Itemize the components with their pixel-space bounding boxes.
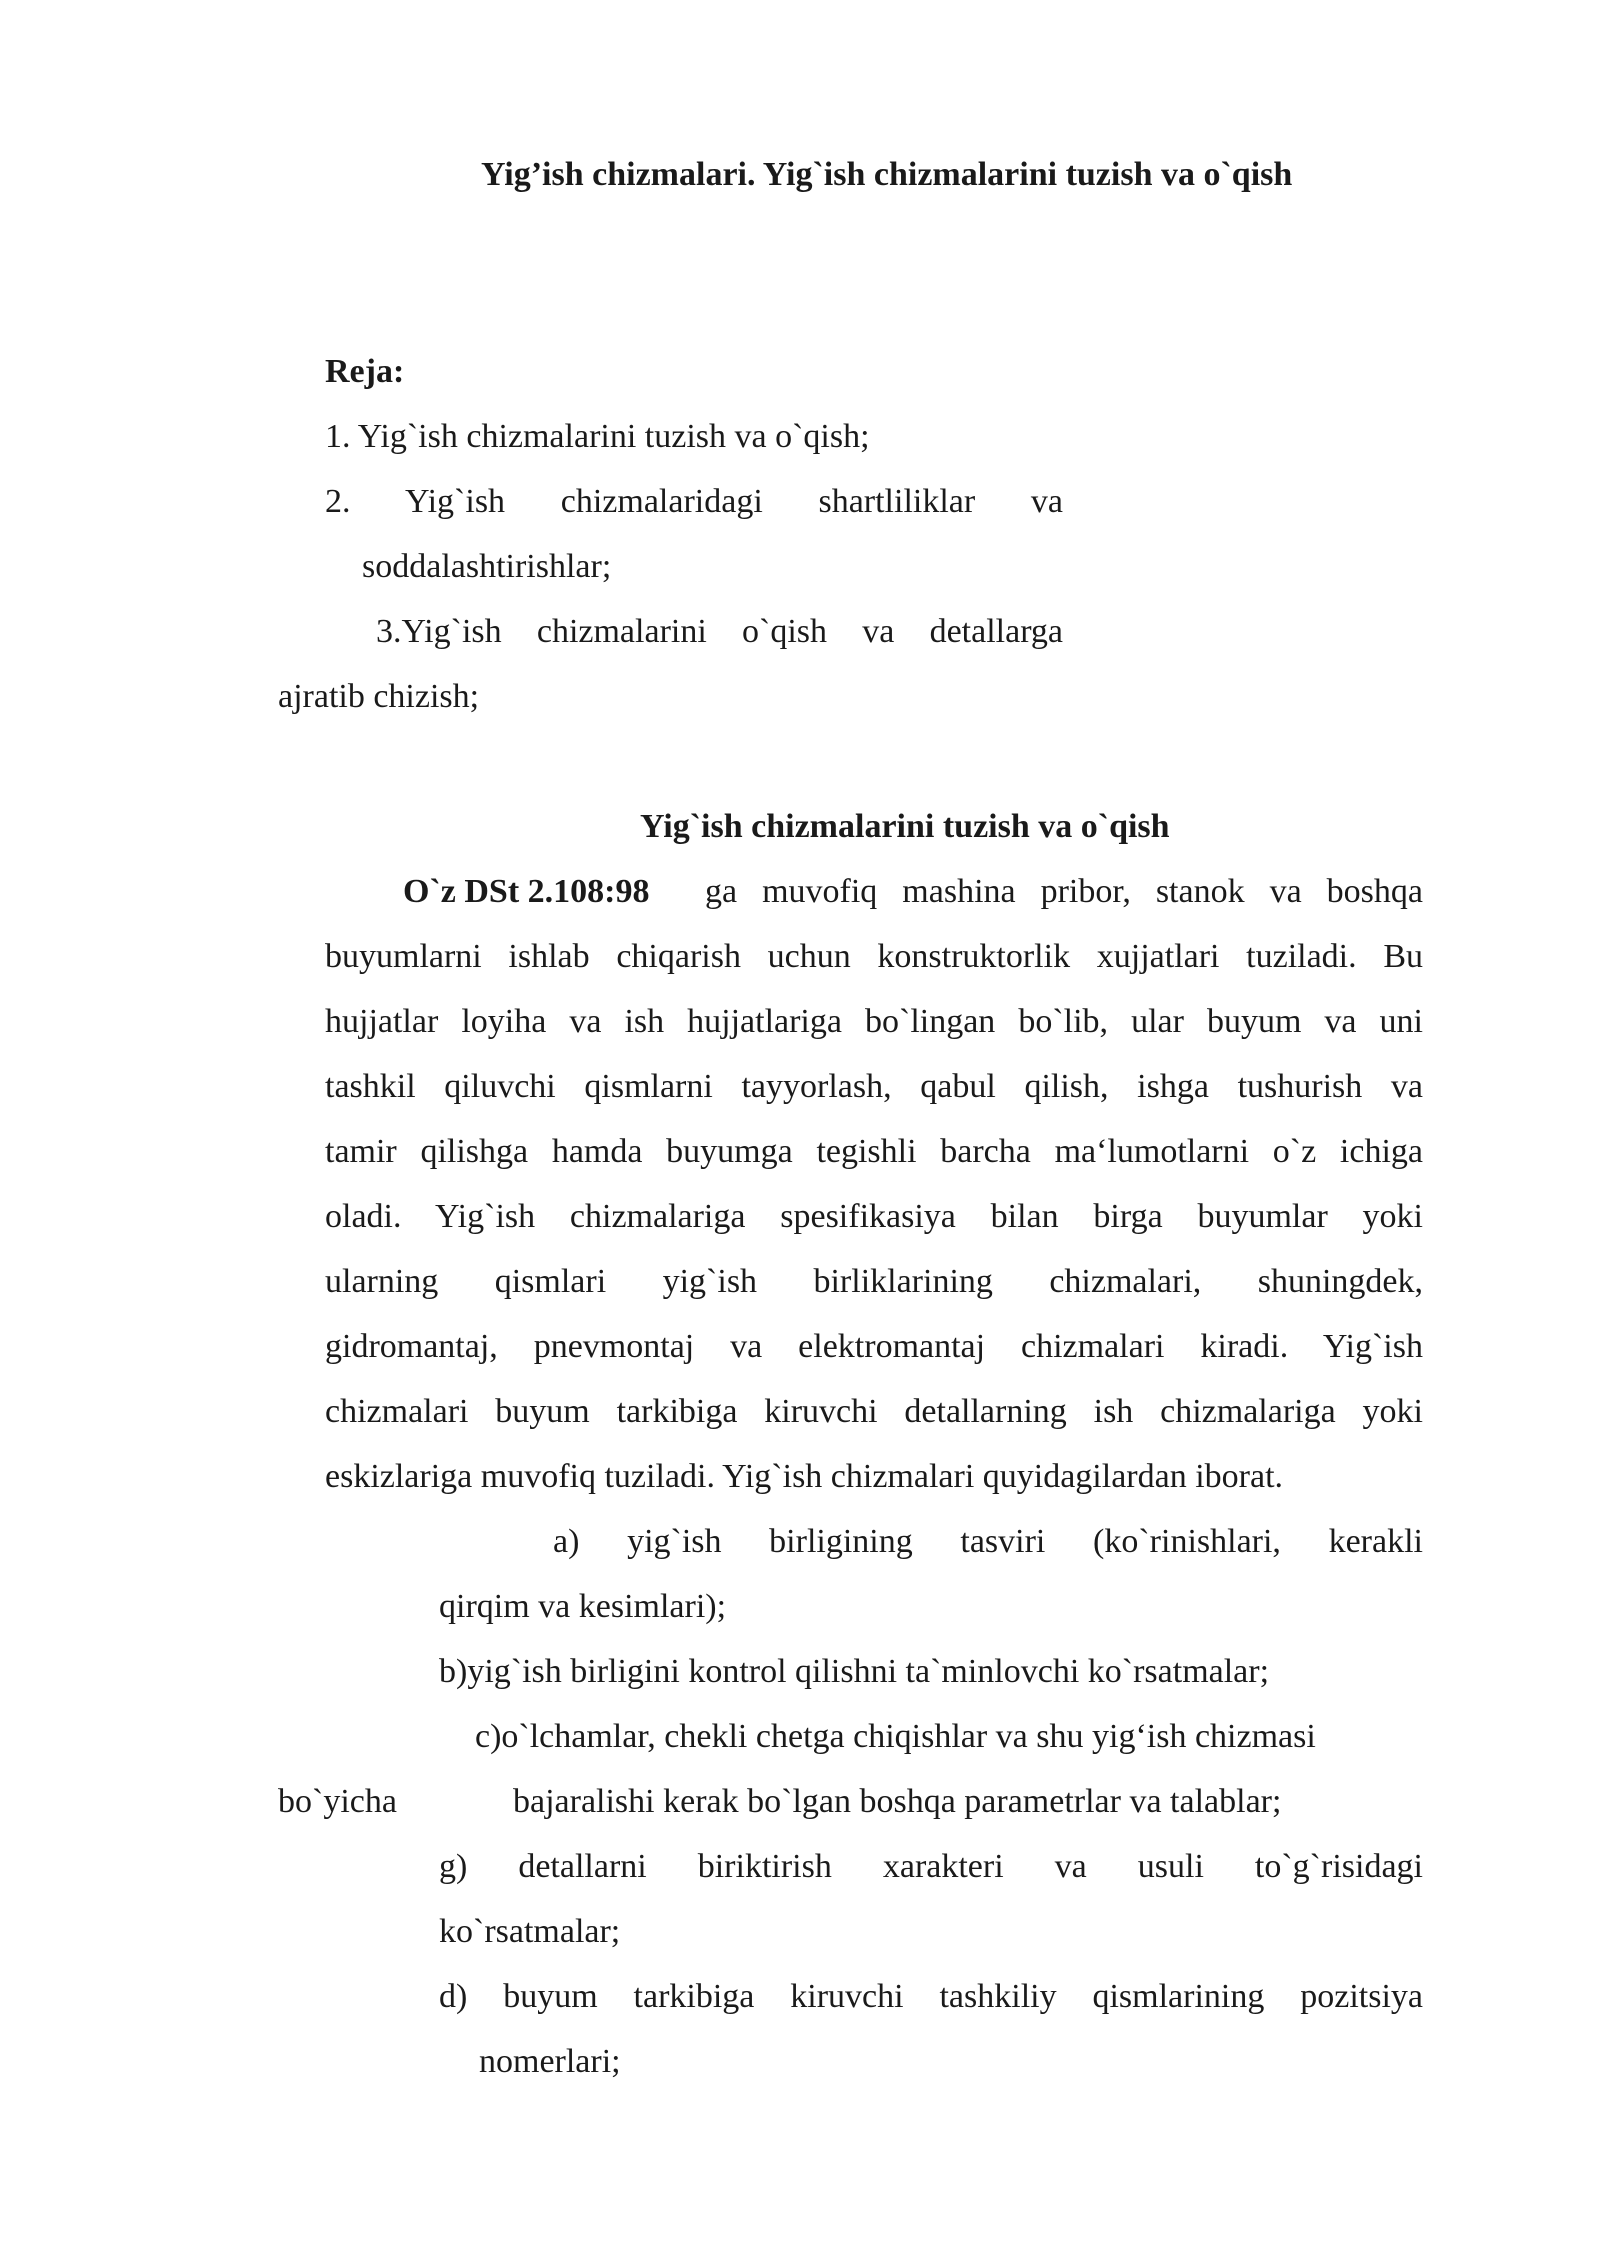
plan-item-3-cont: ajratib chizish; <box>278 678 480 715</box>
list-item-d: d) buyum tarkibiga kiruvchi tashkiliy qismlarining pozitsiya <box>439 1978 1423 2015</box>
list-item-c: c)o`lchamlar, chekli chetga chiqishlar va shu yig‘ish chizmasi <box>475 1718 1316 1755</box>
plan-item-3: 3.Yig`ish chizmalarini o`qish va detallarga <box>376 613 1063 650</box>
paragraph-line: hujjatlar loyiha va ish hujjatlariga bo`lingan bo`lib, ular buyum va uni <box>325 1003 1423 1040</box>
paragraph-line: chizmalari buyum tarkibiga kiruvchi detallarning ish chizmalariga yoki <box>325 1393 1423 1430</box>
list-item-c-cont-left: bo`yicha <box>278 1783 397 1820</box>
paragraph-line: gidromantaj, pnevmontaj va elektromantaj chizmalari kiradi. Yig`ish <box>325 1328 1423 1365</box>
section-title: Yig`ish chizmalarini tuzish va o`qish <box>640 808 1170 845</box>
list-item-c-cont: bajaralishi kerak bo`lgan boshqa parametrlar va talablar; <box>513 1783 1282 1820</box>
plan-item-2: 2. Yig`ish chizmalaridagi shartliliklar va <box>325 483 1063 520</box>
paragraph-line: tamir qilishga hamda buyumga tegishli barcha ma‘lumotlarni o`z ichiga <box>325 1133 1423 1170</box>
document-title: Yig’ish chizmalari. Yig`ish chizmalarini tuzish va o`qish <box>481 156 1293 193</box>
paragraph-line: buyumlarni ishlab chiqarish uchun konstruktorlik xujjatlari tuziladi. Bu <box>325 938 1423 975</box>
paragraph-line: eskizlariga muvofiq tuziladi. Yig`ish chizmalari quyidagilardan iborat. <box>325 1458 1284 1495</box>
standard-reference: O`z DSt 2.108:98 <box>403 873 650 910</box>
plan-item-1: 1. Yig`ish chizmalarini tuzish va o`qish; <box>325 418 870 455</box>
plan-heading: Reja: <box>325 353 405 390</box>
list-item-g: g) detallarni biriktirish xarakteri va usuli to`g`risidagi <box>439 1848 1423 1885</box>
list-item-a: a) yig`ish birligining tasviri (ko`rinishlari, kerakli <box>553 1523 1423 1560</box>
list-item-a-cont: qirqim va kesimlari); <box>439 1588 727 1625</box>
list-item-g-cont: ko`rsatmalar; <box>439 1913 621 1950</box>
paragraph-line: oladi. Yig`ish chizmalariga spesifikasiya bilan birga buyumlar yoki <box>325 1198 1423 1235</box>
list-item-b: b)yig`ish birligini kontrol qilishni ta`minlovchi ko`rsatmalar; <box>439 1653 1270 1690</box>
paragraph-line: ularning qismlari yig`ish birliklarining chizmalari, shuningdek, <box>325 1263 1423 1300</box>
plan-item-2-cont: soddalashtirishlar; <box>362 548 612 585</box>
list-item-d-cont: nomerlari; <box>479 2043 621 2080</box>
paragraph-line: ga muvofiq mashina pribor, stanok va boshqa <box>705 873 1423 910</box>
paragraph-line: tashkil qiluvchi qismlarni tayyorlash, qabul qilish, ishga tushurish va <box>325 1068 1423 1105</box>
